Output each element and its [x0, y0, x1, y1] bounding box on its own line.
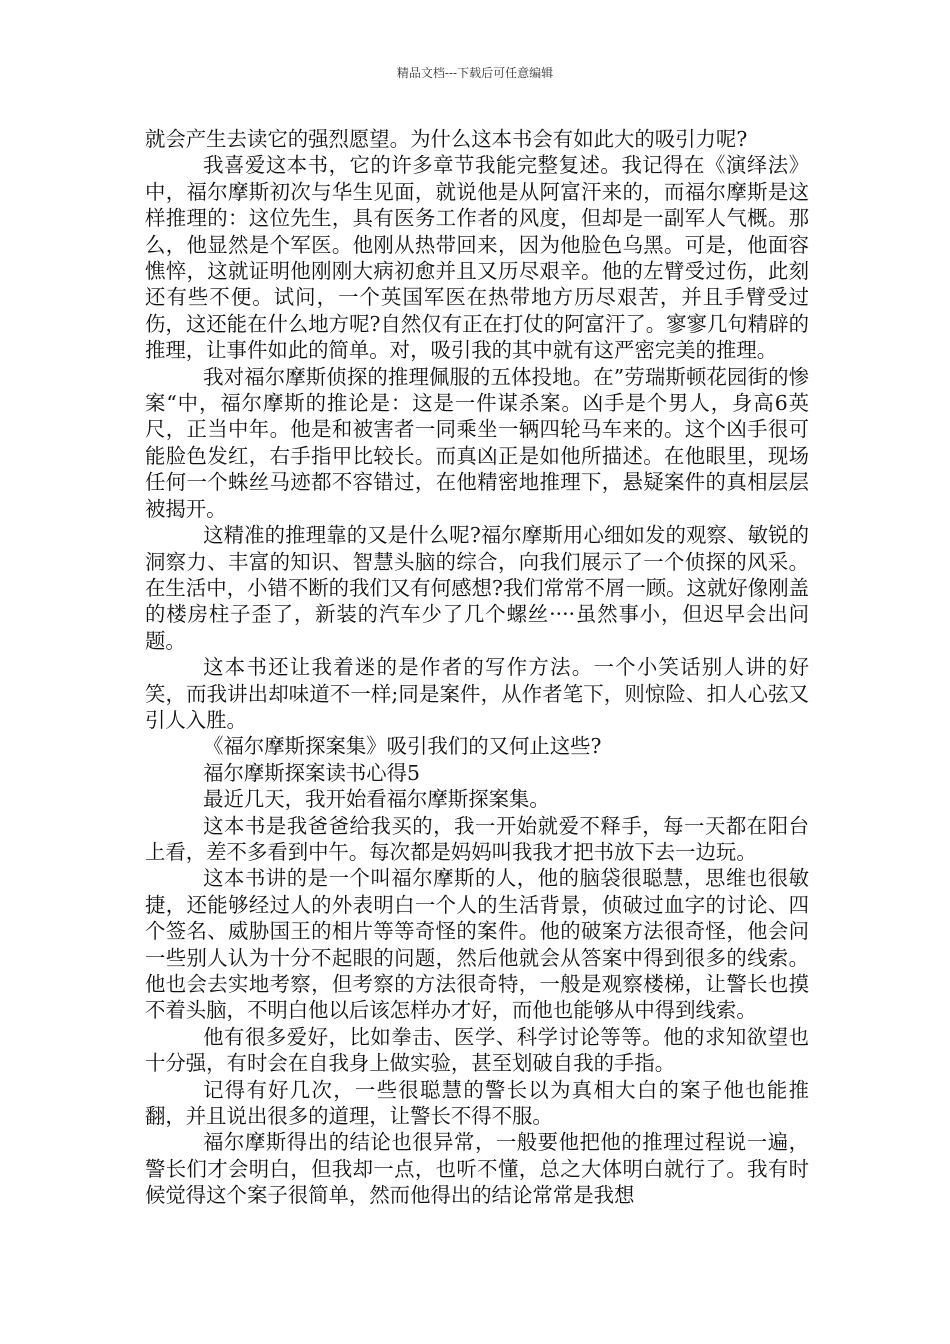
paragraph: 他有很多爱好，比如拳击、医学、科学讨论等等。他的求知欲望也十分强，有时会在自我身上做实验，甚至划破自我的手指。 — [145, 1024, 809, 1076]
paragraph: 就会产生去读它的强烈愿望。为什么这本书会有如此大的吸引力呢? — [145, 127, 748, 151]
paragraph: 记得有好几次，一些很聪慧的警长以为真相大白的案子他也能推翻，并且说出很多的道理，让警长不得不服。 — [145, 1077, 809, 1129]
paragraph: 《福尔摩斯探案集》吸引我们的又何止这些? — [203, 734, 602, 759]
paragraph: 最近几天，我开始看福尔摩斯探案集。 — [203, 787, 550, 812]
section-heading: 福尔摩斯探案读书心得5 — [203, 760, 421, 785]
paragraph: 这本书是我爸爸给我买的，我一开始就爱不释手，每一天都在阳台上看，差不多看到中午。每次都是妈妈叫我我才把书放下去一边玩。 — [145, 813, 809, 864]
paragraph: 这本书还让我着迷的是作者的写作方法。一个小笑话别人讲的好笑，而我讲出却味道不一样;同是案件，从作者笔下，则惊险、扣人心弦又引人入胜。 — [145, 655, 809, 732]
page-header: 精品文档---下载后可任意编辑 — [396, 66, 554, 80]
paragraph: 这精准的推理靠的又是什么呢?福尔摩斯用心细如发的观察、敏锐的洞察力、丰富的知识、智慧头脑的综合，向我们展示了一个侦探的风采。在生活中，小错不断的我们又有何感想?我们常常不屑一顾。这就好像刚盖的楼房柱子歪了，新装的汽车少了几个螺丝····虽然事小，但迟早会出问题。 — [145, 523, 809, 653]
paragraph: 这本书讲的是一个叫福尔摩斯的人，他的脑袋很聪慧，思维也很敏捷，还能够经过人的外表明白一个人的生活背景，侦破过血字的讨论、四个签名、威胁国王的相片等等奇怪的案件。他的破案方法很奇怪，他会问一些别人认为十分不起眼的问题，然后他就会从答案中得到很多的线索。他也会去实地考察，但考察的方法很奇特，一般是观察楼梯，让警长也摸不着头脑，不明白他以后该怎样办才好，而他也能够从中得到线索。 — [145, 866, 809, 1023]
document-body — [145, 126, 809, 1209]
paragraph: 福尔摩斯得出的结论也很异常，一般要他把他的推理过程说一遍，警长们才会明白，但我却一点，也听不懂，总之大体明白就行了。我有时候觉得这个案子很简单，然而他得出的结论常常是我想 — [145, 1130, 809, 1208]
paragraph: 我喜爱这本书，它的许多章节我能完整复述。我记得在《演绎法》中，福尔摩斯初次与华生见面，就说他是从阿富汗来的，而福尔摩斯是这样推理的：这位先生，具有医务工作者的风度，但却是一副军人气概。那么，他显然是个军医。他刚从热带回来，因为他脸色乌黑。可是，他面容憔悴，这就证明他刚刚大病初愈并且又历尽艰辛。他的左臂受过伤，此刻还有些不便。试问，一个英国军医在热带地方历尽艰苦，并且手臂受过伤，这还能在什么地方呢?自然仅有正在打仗的阿富汗了。寥寥几句精辟的推理，让事件如此的简单。对，吸引我的其中就有这严密完美的推理。 — [145, 153, 809, 363]
paragraph: 我对福尔摩斯侦探的推理佩服的五体投地。在”劳瑞斯顿花园街的惨案“中，福尔摩斯的推论是：这是一件谋杀案。凶手是个男人，身高6英尺，正当中年。他是和被害者一同乘坐一辆四轮马车来的。这个凶手很可能脸色发红，右手指甲比较长。而真凶正是如他所描述。在他眼里，现场任何一个蛛丝马迹都不容错过，在他精密地推理下，悬疑案件的真相层层被揭开。 — [145, 364, 809, 521]
